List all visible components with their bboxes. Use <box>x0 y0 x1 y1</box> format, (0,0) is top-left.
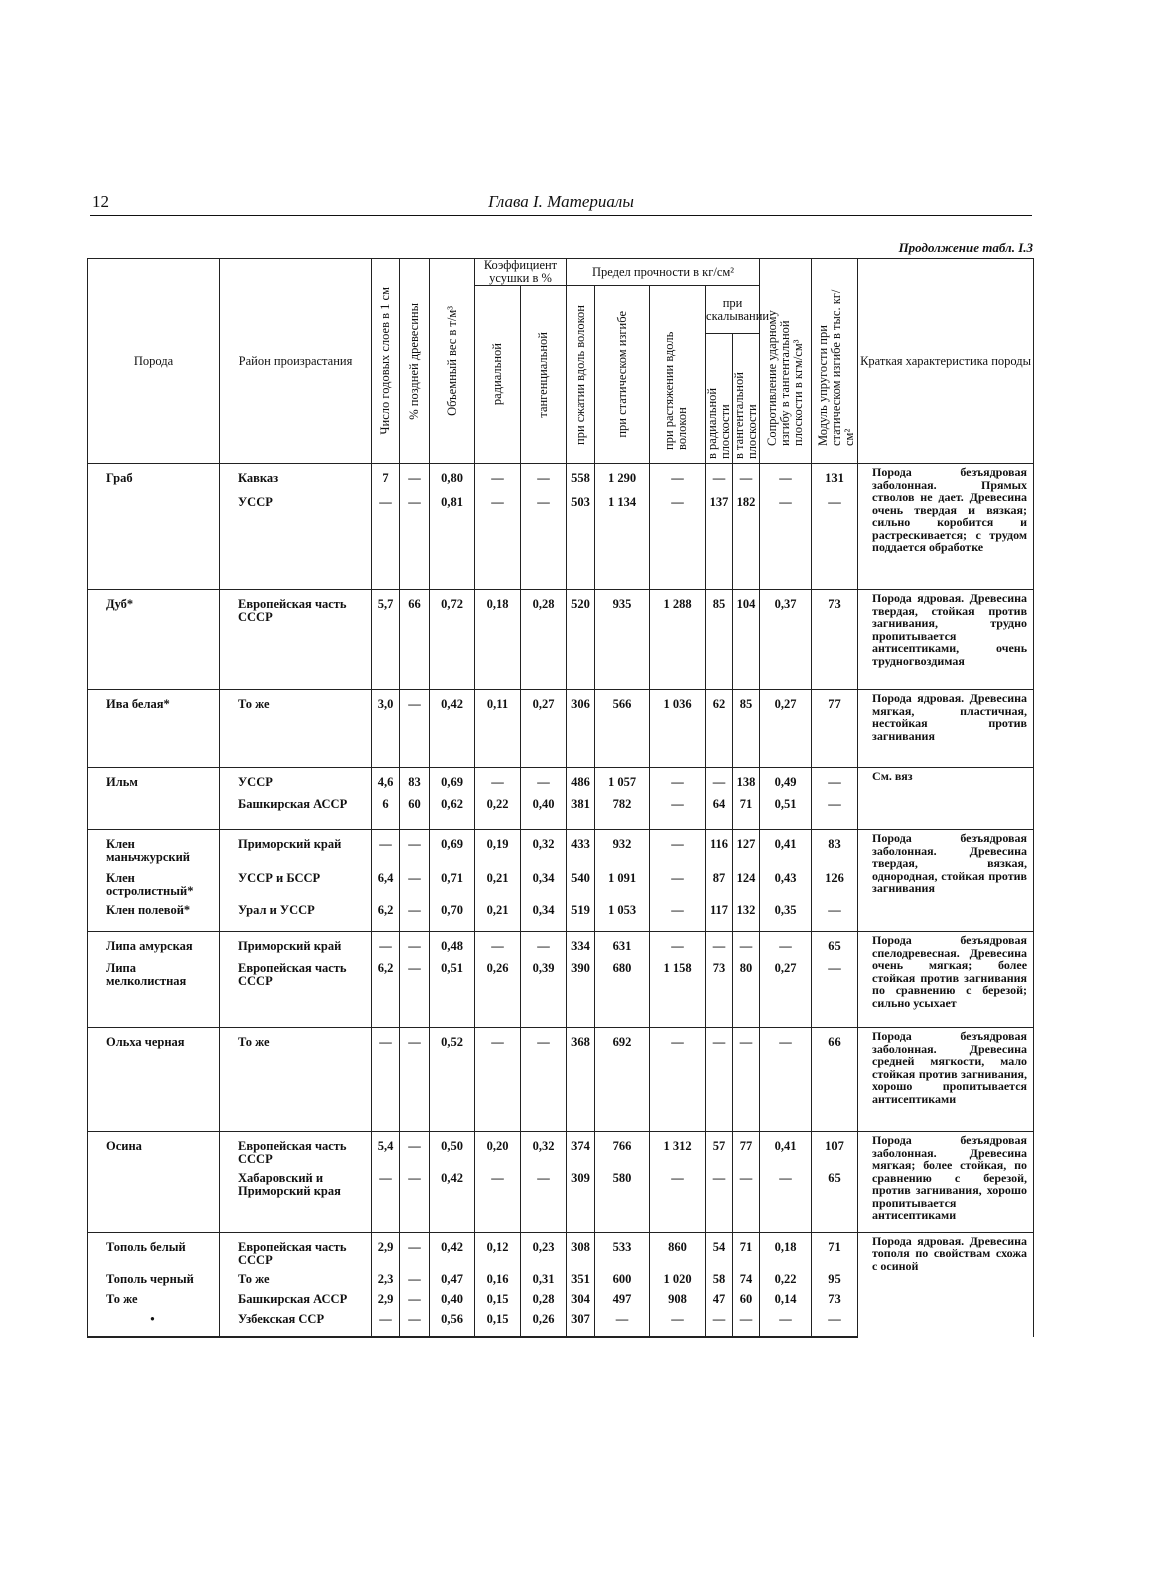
header-volume-weight: Объемный вес в т/м³ <box>430 259 475 464</box>
row-impact: — <box>760 490 812 590</box>
row-late-wood: — <box>400 866 430 898</box>
header-shear-tangential: в тангентальной плоскости <box>733 334 760 464</box>
row-region: Урал и УССР <box>220 898 372 932</box>
row-species: • <box>88 1307 220 1337</box>
header-description: Краткая характеристика породы <box>858 259 1034 464</box>
row-description: Порода безъядровая заболонная. Древесина мягкая; более стойкая, по сравнению с березой, против загнивания, хорошо пропитывается антисептиками <box>858 1132 1034 1233</box>
row-shrink-tangential: — <box>521 1028 567 1132</box>
row-shear-radial: — <box>706 1028 733 1132</box>
row-modulus: — <box>812 490 858 590</box>
header-shrinkage-group: Коэффициент усушки в % <box>475 259 567 286</box>
row-compression: 519 <box>567 898 595 932</box>
row-shrink-tangential: 0,28 <box>521 1287 567 1307</box>
row-description: Порода безъядровая заболонная. Прямых стволов не дает. Древесина очень твердая и вязкая; сильно коробится и растрескивается; с трудом поддается обработке <box>858 464 1034 590</box>
row-shrink-radial: 0,22 <box>475 792 521 830</box>
header-rings: Число годовых слоев в 1 см <box>372 259 400 464</box>
row-weight: 0,71 <box>430 866 475 898</box>
row-weight: 0,42 <box>430 1232 475 1267</box>
row-shrink-radial: 0,16 <box>475 1267 521 1287</box>
row-species: Клен полевой* <box>88 898 220 932</box>
row-shrink-tangential: 0,34 <box>521 898 567 932</box>
row-shear-tangential: — <box>733 1166 760 1232</box>
row-shrink-radial: — <box>475 1166 521 1232</box>
row-tension: — <box>650 464 706 490</box>
row-tension: — <box>650 866 706 898</box>
row-bending: 680 <box>595 956 650 1028</box>
row-tension: — <box>650 768 706 792</box>
row-bending: 1 134 <box>595 490 650 590</box>
row-region: Европейская часть СССР <box>220 1132 372 1167</box>
row-compression: 306 <box>567 690 595 768</box>
row-compression: 304 <box>567 1287 595 1307</box>
row-late-wood: — <box>400 1307 430 1337</box>
row-shear-tangential: 60 <box>733 1287 760 1307</box>
row-modulus: — <box>812 768 858 792</box>
row-region: То же <box>220 690 372 768</box>
row-modulus: 73 <box>812 590 858 690</box>
row-region: Приморский край <box>220 932 372 956</box>
row-tension: — <box>650 898 706 932</box>
row-shear-tangential: — <box>733 1307 760 1337</box>
row-late-wood: — <box>400 464 430 490</box>
row-impact: — <box>760 1166 812 1232</box>
row-rings: 6,2 <box>372 956 400 1028</box>
row-shrink-tangential: 0,27 <box>521 690 567 768</box>
row-tension: 908 <box>650 1287 706 1307</box>
row-compression: 390 <box>567 956 595 1028</box>
row-region: УССР <box>220 768 372 792</box>
table-row <box>88 830 1034 866</box>
row-description: Порода безъядровая спелодревесная. Древесина очень мягкая; более стойкая против загнивания по сравнению с березой; сильно усыхает <box>858 932 1034 1028</box>
row-shear-tangential: 132 <box>733 898 760 932</box>
row-region: Европейская часть СССР <box>220 956 372 1028</box>
header-impact: Сопротивление ударному изгибу в тангентальной плоскости в кгм/см³ <box>760 259 812 464</box>
row-shrink-radial: — <box>475 932 521 956</box>
row-impact: 0,37 <box>760 590 812 690</box>
row-species: Липа амурская <box>88 932 220 956</box>
row-shear-radial: 73 <box>706 956 733 1028</box>
row-region: Приморский край <box>220 830 372 866</box>
row-shrink-tangential: 0,28 <box>521 590 567 690</box>
row-weight: 0,40 <box>430 1287 475 1307</box>
table-row <box>88 1028 1034 1132</box>
row-shear-radial: 47 <box>706 1287 733 1307</box>
row-shrink-radial: 0,15 <box>475 1307 521 1337</box>
row-late-wood: — <box>400 1232 430 1267</box>
header-compression: при сжатии вдоль волокон <box>567 286 595 464</box>
row-shrink-tangential: 0,32 <box>521 1132 567 1167</box>
row-tension: 1 036 <box>650 690 706 768</box>
wood-properties-table <box>87 258 1034 1338</box>
row-compression: 351 <box>567 1267 595 1287</box>
row-rings: — <box>372 1166 400 1232</box>
row-bending: 766 <box>595 1132 650 1167</box>
row-region: Башкирская АССР <box>220 792 372 830</box>
row-region: Кавказ <box>220 464 372 490</box>
row-shrink-tangential: — <box>521 768 567 792</box>
row-description: Порода ядровая. Древесина тополя по свойствам схожа с осиной <box>858 1232 1034 1337</box>
row-species: Граб <box>88 464 220 490</box>
row-species <box>88 490 220 590</box>
row-late-wood: 60 <box>400 792 430 830</box>
row-modulus: 83 <box>812 830 858 866</box>
row-tension: 1 288 <box>650 590 706 690</box>
row-shear-radial: — <box>706 932 733 956</box>
row-impact: 0,18 <box>760 1232 812 1267</box>
row-shrink-radial: — <box>475 464 521 490</box>
row-late-wood: 66 <box>400 590 430 690</box>
row-weight: 0,62 <box>430 792 475 830</box>
row-impact: — <box>760 1028 812 1132</box>
row-late-wood: 83 <box>400 768 430 792</box>
row-late-wood: — <box>400 932 430 956</box>
row-weight: 0,47 <box>430 1267 475 1287</box>
row-modulus: 65 <box>812 1166 858 1232</box>
row-region: Узбекская ССР <box>220 1307 372 1337</box>
row-rings: 6,2 <box>372 898 400 932</box>
row-shear-tangential: 77 <box>733 1132 760 1167</box>
row-shear-radial: 137 <box>706 490 733 590</box>
row-bending: 533 <box>595 1232 650 1267</box>
row-weight: 0,69 <box>430 768 475 792</box>
row-rings: 2,9 <box>372 1287 400 1307</box>
row-rings: — <box>372 932 400 956</box>
row-bending: 600 <box>595 1267 650 1287</box>
row-description: См. вяз <box>858 768 1034 830</box>
row-rings: — <box>372 1307 400 1337</box>
row-tension: 1 312 <box>650 1132 706 1167</box>
row-region: Башкирская АССР <box>220 1287 372 1307</box>
row-late-wood: — <box>400 1028 430 1132</box>
row-modulus: 77 <box>812 690 858 768</box>
row-shrink-tangential: 0,40 <box>521 792 567 830</box>
row-bending: 932 <box>595 830 650 866</box>
row-rings: — <box>372 1028 400 1132</box>
row-late-wood: — <box>400 1166 430 1232</box>
page-number: 12 <box>92 192 109 211</box>
row-species: Дуб* <box>88 590 220 690</box>
row-shrink-tangential: 0,31 <box>521 1267 567 1287</box>
row-impact: — <box>760 932 812 956</box>
row-weight: 0,69 <box>430 830 475 866</box>
row-weight: 0,51 <box>430 956 475 1028</box>
table-row <box>88 768 1034 792</box>
row-tension: — <box>650 1166 706 1232</box>
row-late-wood: — <box>400 1287 430 1307</box>
table-row <box>88 1232 1034 1267</box>
row-shrink-tangential: 0,26 <box>521 1307 567 1337</box>
header-shear-group: при скалывании <box>706 286 760 334</box>
row-species: То же <box>88 1287 220 1307</box>
row-bending: 1 057 <box>595 768 650 792</box>
row-late-wood: — <box>400 490 430 590</box>
row-shear-radial: — <box>706 464 733 490</box>
page-header <box>90 190 1032 216</box>
row-impact: 0,14 <box>760 1287 812 1307</box>
row-impact: 0,27 <box>760 956 812 1028</box>
row-modulus: 73 <box>812 1287 858 1307</box>
row-weight: 0,52 <box>430 1028 475 1132</box>
row-bending: 692 <box>595 1028 650 1132</box>
row-modulus: — <box>812 1307 858 1337</box>
row-shrink-radial: 0,18 <box>475 590 521 690</box>
row-modulus: 107 <box>812 1132 858 1167</box>
row-shrink-radial: — <box>475 1028 521 1132</box>
table-continuation-label: Продолжение табл. I.3 <box>898 240 1033 255</box>
row-shrink-radial: 0,26 <box>475 956 521 1028</box>
row-compression: 374 <box>567 1132 595 1167</box>
row-impact: 0,41 <box>760 1132 812 1167</box>
row-shear-radial: 85 <box>706 590 733 690</box>
row-bending: 1 091 <box>595 866 650 898</box>
row-shear-radial: — <box>706 1307 733 1337</box>
row-impact: 0,49 <box>760 768 812 792</box>
row-species: Ива белая* <box>88 690 220 768</box>
row-shear-tangential: 71 <box>733 1232 760 1267</box>
row-bending: 497 <box>595 1287 650 1307</box>
header-late-wood: % поздней древесины <box>400 259 430 464</box>
row-shear-tangential: 138 <box>733 768 760 792</box>
row-rings: 7 <box>372 464 400 490</box>
row-compression: 368 <box>567 1028 595 1132</box>
row-shrink-radial: 0,19 <box>475 830 521 866</box>
row-shear-tangential: — <box>733 1028 760 1132</box>
row-bending: 580 <box>595 1166 650 1232</box>
header-shrink-radial: радиальной <box>475 286 521 464</box>
row-impact: — <box>760 1307 812 1337</box>
row-tension: — <box>650 932 706 956</box>
row-description: Порода ядровая. Древесина твердая, стойкая против загнивания, трудно пропитывается антисептиками, очень трудногвоздимая <box>858 590 1034 690</box>
row-impact: 0,22 <box>760 1267 812 1287</box>
row-weight: 0,48 <box>430 932 475 956</box>
row-shear-tangential: 85 <box>733 690 760 768</box>
row-bending: 935 <box>595 590 650 690</box>
table-row <box>88 464 1034 490</box>
row-impact: 0,51 <box>760 792 812 830</box>
header-rule <box>90 215 1032 216</box>
row-impact: 0,27 <box>760 690 812 768</box>
row-weight: 0,80 <box>430 464 475 490</box>
row-shrink-tangential: 0,23 <box>521 1232 567 1267</box>
row-shrink-tangential: — <box>521 932 567 956</box>
row-modulus: 131 <box>812 464 858 490</box>
row-region: То же <box>220 1267 372 1287</box>
row-species: Осина <box>88 1132 220 1167</box>
row-shrink-tangential: — <box>521 1166 567 1232</box>
row-shrink-radial: 0,21 <box>475 898 521 932</box>
row-region: То же <box>220 1028 372 1132</box>
row-shear-radial: 57 <box>706 1132 733 1167</box>
row-shrink-radial: 0,12 <box>475 1232 521 1267</box>
row-weight: 0,72 <box>430 590 475 690</box>
row-rings: — <box>372 830 400 866</box>
row-shrink-radial: 0,15 <box>475 1287 521 1307</box>
row-shear-tangential: 71 <box>733 792 760 830</box>
row-shear-radial: 117 <box>706 898 733 932</box>
row-bending: 782 <box>595 792 650 830</box>
row-shear-tangential: — <box>733 464 760 490</box>
chapter-title: Глава I. Материалы <box>488 192 634 211</box>
row-bending: 1 053 <box>595 898 650 932</box>
row-shear-radial: 58 <box>706 1267 733 1287</box>
row-compression: 308 <box>567 1232 595 1267</box>
row-late-wood: — <box>400 956 430 1028</box>
row-tension: 860 <box>650 1232 706 1267</box>
row-shrink-tangential: — <box>521 490 567 590</box>
header-modulus: Модуль упругости при статическом изгибе в тыс. кг/см² <box>812 259 858 464</box>
row-species <box>88 1166 220 1232</box>
row-bending: 566 <box>595 690 650 768</box>
row-tension: — <box>650 792 706 830</box>
row-region: Европейская часть СССР <box>220 590 372 690</box>
row-modulus: — <box>812 792 858 830</box>
row-description: Порода безъядровая заболонная. Древесина твердая, вязкая, однородная, стойкая против загнивания <box>858 830 1034 932</box>
row-modulus: 95 <box>812 1267 858 1287</box>
table-row <box>88 932 1034 956</box>
row-compression: 486 <box>567 768 595 792</box>
header-shear-radial: в радиальной плоскости <box>706 334 733 464</box>
row-rings: — <box>372 490 400 590</box>
row-species: Клен маньчжурский <box>88 830 220 866</box>
row-weight: 0,50 <box>430 1132 475 1167</box>
header-region: Район произрастания <box>220 259 372 464</box>
row-species: Ольха черная <box>88 1028 220 1132</box>
row-shear-radial: 54 <box>706 1232 733 1267</box>
row-modulus: 65 <box>812 932 858 956</box>
row-tension: 1 158 <box>650 956 706 1028</box>
row-shear-radial: 64 <box>706 792 733 830</box>
row-late-wood: — <box>400 1267 430 1287</box>
row-species: Тополь белый <box>88 1232 220 1267</box>
row-shear-tangential: 127 <box>733 830 760 866</box>
row-tension: — <box>650 1307 706 1337</box>
row-rings: 2,9 <box>372 1232 400 1267</box>
row-species: Ильм <box>88 768 220 792</box>
row-shear-radial: — <box>706 768 733 792</box>
row-shrink-tangential: 0,34 <box>521 866 567 898</box>
row-region: УССР <box>220 490 372 590</box>
row-shear-tangential: 80 <box>733 956 760 1028</box>
row-bending: — <box>595 1307 650 1337</box>
row-bending: 631 <box>595 932 650 956</box>
row-late-wood: — <box>400 1132 430 1167</box>
row-weight: 0,42 <box>430 1166 475 1232</box>
row-shear-tangential: 124 <box>733 866 760 898</box>
row-compression: 307 <box>567 1307 595 1337</box>
table-row <box>88 690 1034 768</box>
row-bending: 1 290 <box>595 464 650 490</box>
row-compression: 433 <box>567 830 595 866</box>
row-species: Клен остролистный* <box>88 866 220 898</box>
row-rings: 5,7 <box>372 590 400 690</box>
row-late-wood: — <box>400 898 430 932</box>
row-rings: 4,6 <box>372 768 400 792</box>
row-rings: 5,4 <box>372 1132 400 1167</box>
row-weight: 0,70 <box>430 898 475 932</box>
row-tension: — <box>650 490 706 590</box>
row-description: Порода безъядровая заболонная. Древесина средней мягкости, мало стойкая против загнивания, хорошо пропитывается антисептиками <box>858 1028 1034 1132</box>
row-impact: 0,41 <box>760 830 812 866</box>
row-modulus: 126 <box>812 866 858 898</box>
row-shear-radial: 62 <box>706 690 733 768</box>
row-shrink-tangential: 0,39 <box>521 956 567 1028</box>
header-strength-group: Предел прочности в кг/см² <box>567 259 760 286</box>
row-weight: 0,81 <box>430 490 475 590</box>
row-tension: — <box>650 830 706 866</box>
row-species: Тополь черный <box>88 1267 220 1287</box>
row-compression: 558 <box>567 464 595 490</box>
row-shrink-tangential: 0,32 <box>521 830 567 866</box>
row-compression: 381 <box>567 792 595 830</box>
row-species: Липа мелколистная <box>88 956 220 1028</box>
row-weight: 0,42 <box>430 690 475 768</box>
row-shear-tangential: 74 <box>733 1267 760 1287</box>
row-compression: 334 <box>567 932 595 956</box>
row-tension: — <box>650 1028 706 1132</box>
row-species <box>88 792 220 830</box>
row-region: Хабаровский и Приморский края <box>220 1166 372 1232</box>
row-impact: — <box>760 464 812 490</box>
row-compression: 540 <box>567 866 595 898</box>
row-shear-tangential: — <box>733 932 760 956</box>
row-rings: 3,0 <box>372 690 400 768</box>
row-late-wood: — <box>400 690 430 768</box>
row-shear-radial: 87 <box>706 866 733 898</box>
row-shrink-radial: 0,20 <box>475 1132 521 1167</box>
header-shrink-tangential: тангенциальной <box>521 286 567 464</box>
row-compression: 520 <box>567 590 595 690</box>
row-shrink-radial: 0,11 <box>475 690 521 768</box>
row-rings: 2,3 <box>372 1267 400 1287</box>
row-modulus: — <box>812 898 858 932</box>
row-shear-tangential: 104 <box>733 590 760 690</box>
table-row <box>88 1132 1034 1167</box>
row-shear-radial: 116 <box>706 830 733 866</box>
table-row <box>88 590 1034 690</box>
header-bending: при статическом изгибе <box>595 286 650 464</box>
row-shrink-radial: — <box>475 490 521 590</box>
row-rings: 6 <box>372 792 400 830</box>
row-shear-radial: — <box>706 1166 733 1232</box>
row-region: Европейская часть СССР <box>220 1232 372 1267</box>
row-modulus: — <box>812 956 858 1028</box>
row-late-wood: — <box>400 830 430 866</box>
row-compression: 503 <box>567 490 595 590</box>
row-shrink-tangential: — <box>521 464 567 490</box>
row-shrink-radial: 0,21 <box>475 866 521 898</box>
row-shear-tangential: 182 <box>733 490 760 590</box>
row-shrink-radial: — <box>475 768 521 792</box>
header-species: Порода <box>88 259 220 464</box>
header-tension: при растяжении вдоль волокон <box>650 286 706 464</box>
row-description: Порода ядровая. Древесина мягкая, пластичная, нестойкая против загнивания <box>858 690 1034 768</box>
row-tension: 1 020 <box>650 1267 706 1287</box>
row-impact: 0,43 <box>760 866 812 898</box>
row-weight: 0,56 <box>430 1307 475 1337</box>
row-modulus: 71 <box>812 1232 858 1267</box>
row-rings: 6,4 <box>372 866 400 898</box>
row-impact: 0,35 <box>760 898 812 932</box>
row-compression: 309 <box>567 1166 595 1232</box>
row-region: УССР и БССР <box>220 866 372 898</box>
row-modulus: 66 <box>812 1028 858 1132</box>
